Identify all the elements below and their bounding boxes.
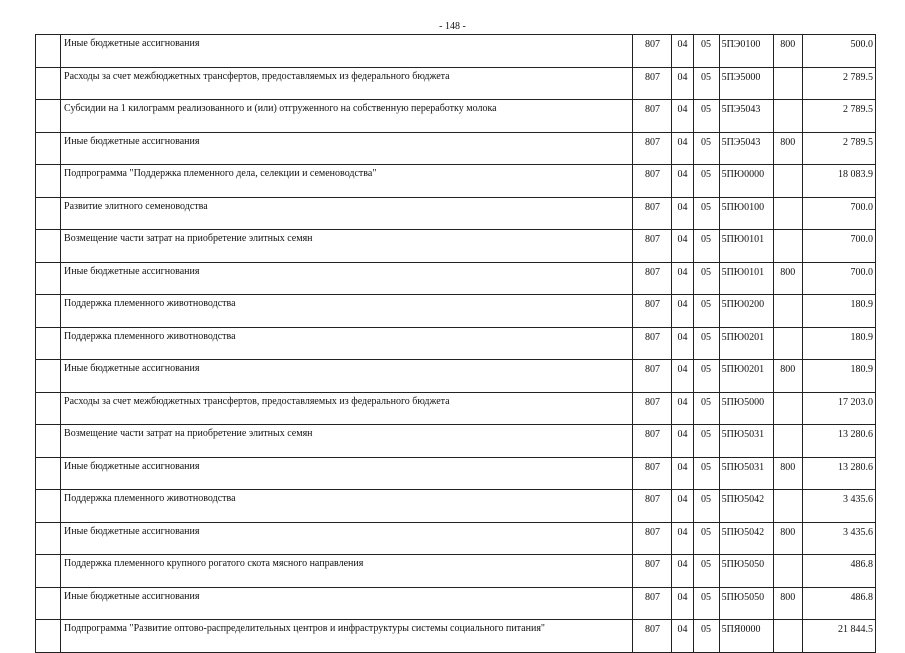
row-subsection: 05 bbox=[693, 230, 719, 263]
table-row bbox=[36, 360, 876, 393]
row-code: 807 bbox=[633, 165, 672, 198]
row-name: Субсидии на 1 килограмм реализованного и (или) отгруженного на собственную переработку молока bbox=[61, 100, 633, 133]
row-name: Поддержка племенного животноводства bbox=[61, 490, 633, 523]
row-code: 807 bbox=[633, 100, 672, 133]
row-sum: 700.0 bbox=[802, 262, 875, 295]
row-code: 807 bbox=[633, 295, 672, 328]
row-article: 5ПЮ0100 bbox=[719, 197, 773, 230]
row-blank-cell bbox=[36, 555, 61, 588]
row-sum: 17 203.0 bbox=[802, 392, 875, 425]
row-blank-cell bbox=[36, 67, 61, 100]
row-article: 5ПЮ0200 bbox=[719, 295, 773, 328]
table-row bbox=[36, 230, 876, 263]
row-subsection: 05 bbox=[693, 457, 719, 490]
row-section: 04 bbox=[672, 67, 693, 100]
row-sum: 180.9 bbox=[802, 360, 875, 393]
row-subsection: 05 bbox=[693, 100, 719, 133]
row-subsection: 05 bbox=[693, 295, 719, 328]
row-blank-cell bbox=[36, 165, 61, 198]
row-article: 5ПЮ5031 bbox=[719, 425, 773, 458]
row-section: 04 bbox=[672, 100, 693, 133]
row-expense-type bbox=[773, 67, 802, 100]
table-row bbox=[36, 327, 876, 360]
row-subsection: 05 bbox=[693, 555, 719, 588]
row-section: 04 bbox=[672, 262, 693, 295]
row-expense-type bbox=[773, 490, 802, 523]
row-blank-cell bbox=[36, 35, 61, 68]
row-blank-cell bbox=[36, 327, 61, 360]
row-expense-type: 800 bbox=[773, 132, 802, 165]
table-row bbox=[36, 67, 876, 100]
row-article: 5ПЭ0100 bbox=[719, 35, 773, 68]
row-section: 04 bbox=[672, 360, 693, 393]
row-article: 5ПЮ0000 bbox=[719, 165, 773, 198]
row-article: 5ПЮ5050 bbox=[719, 587, 773, 620]
row-subsection: 05 bbox=[693, 197, 719, 230]
row-sum: 3 435.6 bbox=[802, 490, 875, 523]
row-sum: 13 280.6 bbox=[802, 425, 875, 458]
table-row bbox=[36, 165, 876, 198]
row-subsection: 05 bbox=[693, 165, 719, 198]
row-section: 04 bbox=[672, 295, 693, 328]
row-blank-cell bbox=[36, 100, 61, 133]
row-code: 807 bbox=[633, 132, 672, 165]
row-article: 5ПЮ5050 bbox=[719, 555, 773, 588]
row-code: 807 bbox=[633, 555, 672, 588]
row-subsection: 05 bbox=[693, 360, 719, 393]
table-row bbox=[36, 295, 876, 328]
row-section: 04 bbox=[672, 165, 693, 198]
row-section: 04 bbox=[672, 425, 693, 458]
table-row bbox=[36, 555, 876, 588]
row-section: 04 bbox=[672, 392, 693, 425]
row-section: 04 bbox=[672, 620, 693, 653]
row-expense-type bbox=[773, 392, 802, 425]
row-blank-cell bbox=[36, 262, 61, 295]
row-sum: 700.0 bbox=[802, 230, 875, 263]
row-subsection: 05 bbox=[693, 132, 719, 165]
row-name: Иные бюджетные ассигнования bbox=[61, 587, 633, 620]
row-section: 04 bbox=[672, 197, 693, 230]
row-section: 04 bbox=[672, 327, 693, 360]
row-article: 5ПЮ5042 bbox=[719, 522, 773, 555]
row-article: 5ПЭ5000 bbox=[719, 67, 773, 100]
row-section: 04 bbox=[672, 587, 693, 620]
row-name: Возмещение части затрат на приобретение элитных семян bbox=[61, 230, 633, 263]
row-article: 5ПЮ5000 bbox=[719, 392, 773, 425]
row-code: 807 bbox=[633, 490, 672, 523]
budget-table bbox=[35, 34, 876, 653]
row-expense-type bbox=[773, 295, 802, 328]
row-subsection: 05 bbox=[693, 587, 719, 620]
row-sum: 486.8 bbox=[802, 555, 875, 588]
row-sum: 3 435.6 bbox=[802, 522, 875, 555]
row-expense-type: 800 bbox=[773, 35, 802, 68]
table-row bbox=[36, 490, 876, 523]
row-expense-type: 800 bbox=[773, 522, 802, 555]
row-subsection: 05 bbox=[693, 327, 719, 360]
row-section: 04 bbox=[672, 230, 693, 263]
row-code: 807 bbox=[633, 230, 672, 263]
row-expense-type bbox=[773, 197, 802, 230]
row-name: Расходы за счет межбюджетных трансфертов, предоставляемых из федерального бюджета bbox=[61, 67, 633, 100]
row-section: 04 bbox=[672, 35, 693, 68]
row-blank-cell bbox=[36, 620, 61, 653]
table-row bbox=[36, 425, 876, 458]
row-article: 5ПЮ0101 bbox=[719, 262, 773, 295]
row-article: 5ПЭ5043 bbox=[719, 132, 773, 165]
row-expense-type bbox=[773, 230, 802, 263]
row-sum: 180.9 bbox=[802, 295, 875, 328]
row-code: 807 bbox=[633, 35, 672, 68]
row-sum: 21 844.5 bbox=[802, 620, 875, 653]
row-sum: 486.8 bbox=[802, 587, 875, 620]
row-name: Поддержка племенного крупного рогатого скота мясного направления bbox=[61, 555, 633, 588]
row-name: Возмещение части затрат на приобретение элитных семян bbox=[61, 425, 633, 458]
row-sum: 700.0 bbox=[802, 197, 875, 230]
row-expense-type bbox=[773, 425, 802, 458]
row-article: 5ПЮ0101 bbox=[719, 230, 773, 263]
row-name: Иные бюджетные ассигнования bbox=[61, 35, 633, 68]
table-row bbox=[36, 587, 876, 620]
row-article: 5ПЭ5043 bbox=[719, 100, 773, 133]
table-row bbox=[36, 392, 876, 425]
row-article: 5ПЮ0201 bbox=[719, 327, 773, 360]
row-name: Подпрограмма "Поддержка племенного дела, селекции и семеноводства" bbox=[61, 165, 633, 198]
row-blank-cell bbox=[36, 360, 61, 393]
row-name: Иные бюджетные ассигнования bbox=[61, 132, 633, 165]
row-code: 807 bbox=[633, 587, 672, 620]
row-code: 807 bbox=[633, 457, 672, 490]
row-code: 807 bbox=[633, 392, 672, 425]
row-subsection: 05 bbox=[693, 262, 719, 295]
row-blank-cell bbox=[36, 522, 61, 555]
row-expense-type: 800 bbox=[773, 457, 802, 490]
row-code: 807 bbox=[633, 425, 672, 458]
row-name: Поддержка племенного животноводства bbox=[61, 327, 633, 360]
row-subsection: 05 bbox=[693, 522, 719, 555]
row-sum: 2 789.5 bbox=[802, 100, 875, 133]
row-expense-type: 800 bbox=[773, 360, 802, 393]
row-code: 807 bbox=[633, 522, 672, 555]
row-section: 04 bbox=[672, 522, 693, 555]
row-code: 807 bbox=[633, 262, 672, 295]
row-sum: 2 789.5 bbox=[802, 67, 875, 100]
row-expense-type: 800 bbox=[773, 587, 802, 620]
row-sum: 13 280.6 bbox=[802, 457, 875, 490]
row-subsection: 05 bbox=[693, 620, 719, 653]
row-blank-cell bbox=[36, 490, 61, 523]
row-sum: 18 083.9 bbox=[802, 165, 875, 198]
row-subsection: 05 bbox=[693, 35, 719, 68]
row-name: Поддержка племенного животноводства bbox=[61, 295, 633, 328]
row-name: Подпрограмма "Развитие оптово-распределительных центров и инфраструктуры системы социального питания" bbox=[61, 620, 633, 653]
table-row bbox=[36, 197, 876, 230]
row-name: Расходы за счет межбюджетных трансфертов, предоставляемых из федерального бюджета bbox=[61, 392, 633, 425]
row-subsection: 05 bbox=[693, 67, 719, 100]
row-subsection: 05 bbox=[693, 425, 719, 458]
row-blank-cell bbox=[36, 230, 61, 263]
row-code: 807 bbox=[633, 360, 672, 393]
table-row bbox=[36, 132, 876, 165]
table-row bbox=[36, 35, 876, 68]
row-expense-type bbox=[773, 100, 802, 133]
row-section: 04 bbox=[672, 457, 693, 490]
row-expense-type bbox=[773, 165, 802, 198]
page-number: - 148 - bbox=[439, 21, 466, 32]
row-article: 5ПЮ5042 bbox=[719, 490, 773, 523]
row-section: 04 bbox=[672, 132, 693, 165]
row-blank-cell bbox=[36, 457, 61, 490]
row-section: 04 bbox=[672, 555, 693, 588]
row-expense-type bbox=[773, 327, 802, 360]
table-row bbox=[36, 620, 876, 653]
table-row bbox=[36, 262, 876, 295]
row-blank-cell bbox=[36, 392, 61, 425]
row-name: Иные бюджетные ассигнования bbox=[61, 262, 633, 295]
row-section: 04 bbox=[672, 490, 693, 523]
row-name: Иные бюджетные ассигнования bbox=[61, 522, 633, 555]
row-blank-cell bbox=[36, 197, 61, 230]
row-subsection: 05 bbox=[693, 392, 719, 425]
table-row bbox=[36, 100, 876, 133]
row-sum: 180.9 bbox=[802, 327, 875, 360]
table-row bbox=[36, 522, 876, 555]
table-row bbox=[36, 457, 876, 490]
row-subsection: 05 bbox=[693, 490, 719, 523]
row-blank-cell bbox=[36, 132, 61, 165]
row-expense-type bbox=[773, 555, 802, 588]
row-expense-type bbox=[773, 620, 802, 653]
budget-table-body bbox=[36, 35, 876, 653]
row-name: Развитие элитного семеноводства bbox=[61, 197, 633, 230]
row-name: Иные бюджетные ассигнования bbox=[61, 360, 633, 393]
row-article: 5ПЯ0000 bbox=[719, 620, 773, 653]
row-code: 807 bbox=[633, 327, 672, 360]
row-blank-cell bbox=[36, 425, 61, 458]
row-article: 5ПЮ5031 bbox=[719, 457, 773, 490]
row-article: 5ПЮ0201 bbox=[719, 360, 773, 393]
row-code: 807 bbox=[633, 197, 672, 230]
row-code: 807 bbox=[633, 67, 672, 100]
row-blank-cell bbox=[36, 587, 61, 620]
row-blank-cell bbox=[36, 295, 61, 328]
row-sum: 500.0 bbox=[802, 35, 875, 68]
row-name: Иные бюджетные ассигнования bbox=[61, 457, 633, 490]
row-sum: 2 789.5 bbox=[802, 132, 875, 165]
row-code: 807 bbox=[633, 620, 672, 653]
row-expense-type: 800 bbox=[773, 262, 802, 295]
